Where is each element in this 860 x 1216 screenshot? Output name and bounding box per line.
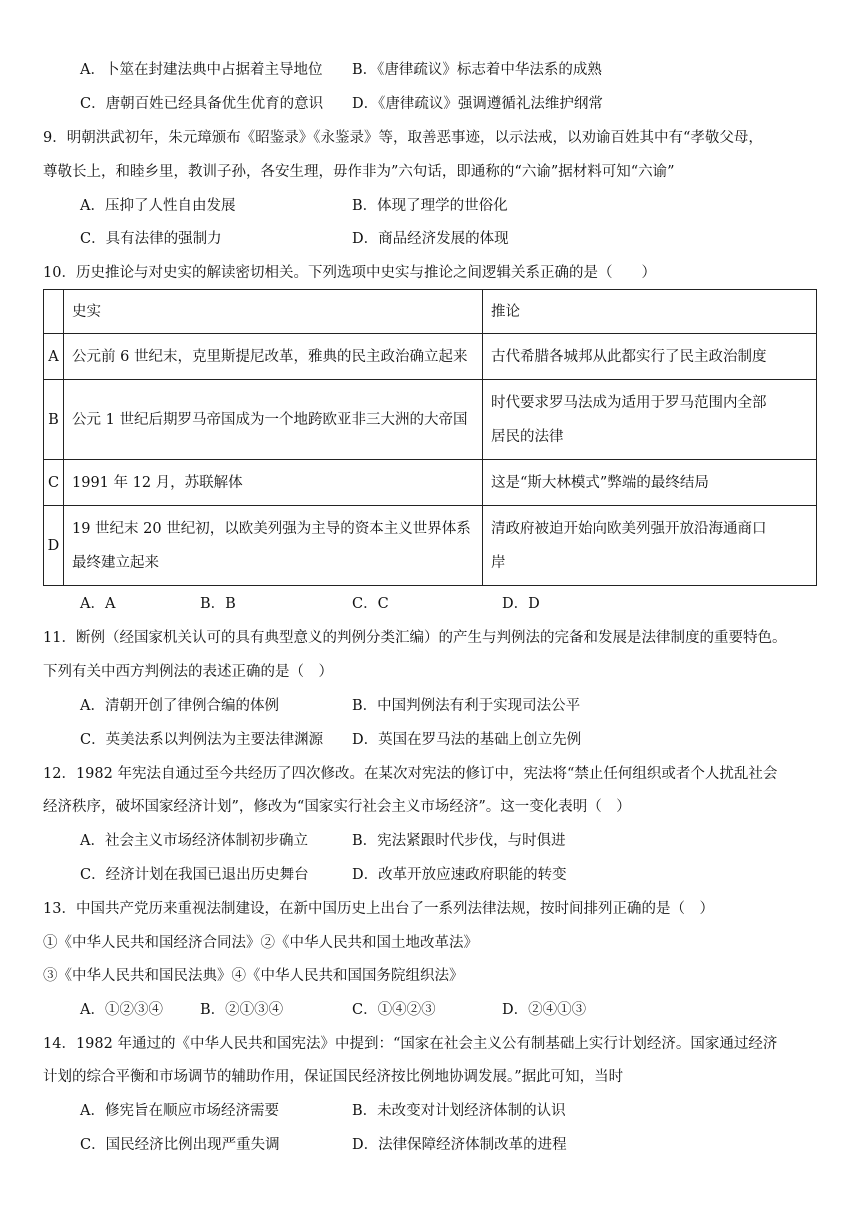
q9-option-b: B．体现了理学的世俗化 [352, 198, 508, 214]
q14-option-a: A．修宪旨在顺应市场经济需要 [80, 1103, 279, 1119]
q11-option-d: D．英国在罗马法的基础上创立先例 [352, 732, 582, 748]
row-fact-line1: 19 世纪末 20 世纪初，以欧美列强为主导的资本主义世界体系 [72, 520, 471, 537]
q13-option-c: C．①④②③ [352, 1002, 436, 1018]
row-label: D [44, 506, 64, 586]
q9-stem-line2: 尊敬长上，和睦乡里，教训子孙，各安生理，毋作非为”六句话，即通称的“六谕”据材料可知“六谕” [43, 164, 675, 180]
q9-option-d: D．商品经济发展的体现 [352, 231, 509, 247]
table-header-empty [44, 290, 64, 334]
row-fact-line2: 最终建立起来 [72, 554, 159, 571]
row-fact: 公元前 6 世纪末，克里斯提尼改革，雅典的民主政治确立起来 [64, 334, 483, 380]
table-row [44, 460, 817, 506]
table-row [44, 380, 817, 460]
q13-stem-line3: ③《中华人民共和国民法典》④《中华人民共和国国务院组织法》 [43, 968, 464, 984]
q8-option-a: A．卜筮在封建法典中占据着主导地位 [80, 62, 323, 78]
q11-option-b: B．中国判例法有利于实现司法公平 [352, 698, 581, 714]
q12-stem-line2: 经济秩序，破坏国家经济计划”，修改为“国家实行社会主义市场经济”。这一变化表明（ ） [43, 799, 631, 815]
q13-stem-line1: 13．中国共产党历来重视法制建设，在新中国历史上出台了一系列法律法规，按时间排列正确的是（ ） [43, 901, 714, 917]
row-label: A [44, 334, 64, 380]
q14-stem-line1: 14．1982 年通过的《中华人民共和国宪法》中提到：“国家在社会主义公有制基础上实行计划经济。国家通过经济 [43, 1036, 778, 1052]
q9-option-a: A．压抑了人性自由发展 [80, 198, 236, 214]
q14-stem-line2: 计划的综合平衡和市场调节的辅助作用，保证国民经济按比例地协调发展。”据此可知，当时 [43, 1069, 624, 1085]
q13-option-a: A．①②③④ [80, 1002, 163, 1018]
row-inference: 这是“斯大林模式”弊端的最终结局 [483, 460, 817, 506]
row-inference-line1: 时代要求罗马法成为适用于罗马范围内全部 [491, 394, 767, 411]
q12-option-c: C．经济计划在我国已退出历史舞台 [80, 867, 309, 883]
q10-table [43, 289, 817, 586]
table-header-inference: 推论 [483, 290, 817, 334]
q14-option-d: D．法律保障经济体制改革的进程 [352, 1137, 567, 1153]
q8-option-d: D．《唐律疏议》强调遵循礼法维护纲常 [352, 96, 603, 112]
q13-stem-line2: ①《中华人民共和国经济合同法》②《中华人民共和国土地改革法》 [43, 935, 478, 951]
q8-option-c: C．唐朝百姓已经具备优生优育的意识 [80, 96, 324, 112]
table-header-row [44, 290, 817, 334]
q13-option-b: B．②①③④ [200, 1002, 284, 1018]
row-inference-line1: 清政府被迫开始向欧美列强开放沿海通商口 [491, 520, 767, 537]
row-inference [483, 380, 817, 460]
q9-option-c: C．具有法律的强制力 [80, 231, 222, 247]
row-inference-line2: 岸 [491, 554, 506, 571]
q11-stem-line2: 下列有关中西方判例法的表述正确的是（ ） [43, 664, 333, 680]
q13-option-d: D．②④①③ [502, 1002, 587, 1018]
q8-option-b: B．《唐律疏议》标志着中华法系的成熟 [352, 62, 602, 78]
row-fact [64, 506, 483, 586]
q10-option-b: B．B [200, 596, 236, 612]
row-label: C [44, 460, 64, 506]
row-label: B [44, 380, 64, 460]
row-fact: 公元 1 世纪后期罗马帝国成为一个地跨欧亚非三大洲的大帝国 [64, 380, 483, 460]
q12-option-d: D．改革开放应速政府职能的转变 [352, 867, 567, 883]
q10-option-c: C．C [352, 596, 389, 612]
table-row [44, 334, 817, 380]
q10-stem: 10．历史推论与对史实的解读密切相关。下列选项中史实与推论之间逻辑关系正确的是（ ） [43, 265, 656, 281]
q10-option-d: D．D [502, 596, 540, 612]
row-inference [483, 506, 817, 586]
q11-option-c: C．英美法系以判例法为主要法律渊源 [80, 732, 324, 748]
q12-option-a: A．社会主义市场经济体制初步确立 [80, 833, 308, 849]
row-fact: 1991 年 12 月，苏联解体 [64, 460, 483, 506]
q10-option-a: A．A [80, 596, 116, 612]
row-inference-line2: 居民的法律 [491, 428, 564, 445]
table-header-fact: 史实 [64, 290, 483, 334]
q11-option-a: A．清朝开创了律例合编的体例 [80, 698, 279, 714]
q12-option-b: B．宪法紧跟时代步伐，与时俱进 [352, 833, 566, 849]
table-row [44, 506, 817, 586]
q11-stem-line1: 11．断例（经国家机关认可的具有典型意义的判例分类汇编）的产生与判例法的完备和发展是法律制度的重要特色。 [43, 630, 787, 646]
q12-stem-line1: 12．1982 年宪法自通过至今共经历了四次修改。在某次对宪法的修订中，宪法将“禁止任何组织或者个人扰乱社会 [43, 766, 778, 782]
row-inference: 古代希腊各城邦从此都实行了民主政治制度 [483, 334, 817, 380]
q9-stem-line1: 9．明朝洪武初年，朱元璋颁布《昭鉴录》《永鉴录》等，取善恶事迹，以示法戒，以劝谕百姓其中有“孝敬父母， [43, 130, 763, 146]
q14-option-c: C．国民经济比例出现严重失调 [80, 1137, 280, 1153]
q14-option-b: B．未改变对计划经济体制的认识 [352, 1103, 566, 1119]
